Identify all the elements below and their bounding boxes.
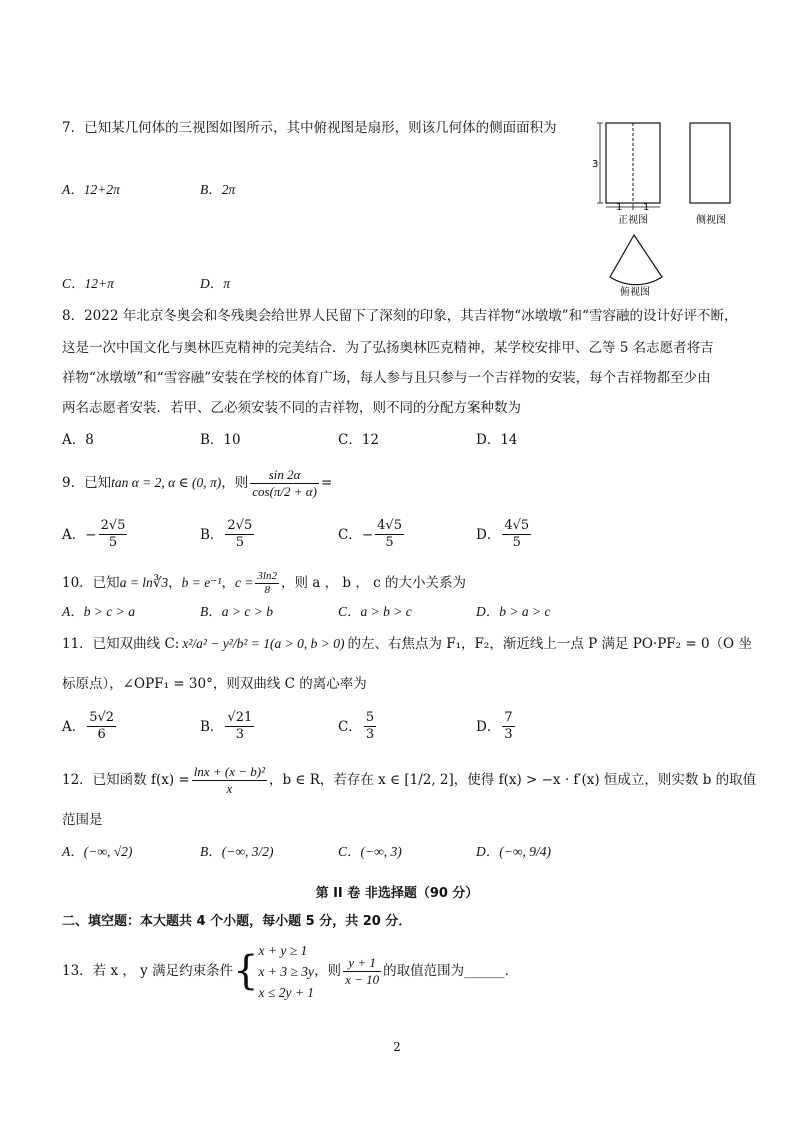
q11-option-d-label: D．	[476, 718, 501, 735]
q9-numerator: sin 2α	[250, 467, 319, 484]
q12-line-1	[62, 758, 756, 802]
q11-option-a-num: 5√2	[89, 710, 115, 725]
q10-suffix: ，则 a ， b ， c 的大小关系为	[280, 575, 466, 591]
q9-option-b	[200, 518, 256, 551]
q8-option-b: B．10	[200, 432, 241, 448]
q13-fraction	[343, 955, 381, 988]
q13-then: ，则	[314, 963, 342, 979]
q10-prefix: 10．已知	[62, 575, 120, 591]
q11-line-2: 标原点），∠OPF₁ = 30°，则双曲线 C 的离心率为	[62, 676, 367, 692]
q10-c-den: 8	[264, 583, 270, 596]
q9-option-a-den: 5	[108, 535, 118, 550]
q7-option-b: B．2π	[200, 182, 236, 197]
q11-option-c-num: 5	[365, 710, 375, 725]
q12-denominator: x	[226, 780, 233, 796]
q9-denominator: cos(π/2 + α)	[252, 483, 317, 499]
q8-option-a: A．8	[62, 432, 94, 448]
q9-option-b-label: B．	[200, 526, 224, 543]
q10-a-def: a = ln∛3	[119, 575, 169, 590]
q11-option-c-label: C．	[338, 718, 362, 735]
q8-line-1: 8．2022 年北京冬奥会和冬残奥会给世界人民留下了深刻的印象，其吉祥物“冰墩墩”和“雪容融的设计好评不断，	[62, 308, 738, 324]
q9-option-d-den: 5	[512, 535, 521, 550]
q9-equals: =	[320, 475, 333, 491]
q9-option-d-label: D．	[476, 526, 501, 543]
q9-prefix: 9．已知	[62, 475, 112, 491]
q7-option-c: C．12+π	[62, 276, 114, 291]
q11-line-1-post: 的左、右焦点为 F₁，F₂，渐近线上一点 P 满足 PO·PF₂ = 0（O 坐	[347, 636, 752, 652]
q10-option-b: B．a > c > b	[200, 604, 273, 619]
q13-constraints	[259, 940, 315, 1003]
q9-option-a-num: 2√5	[100, 518, 126, 533]
q12-prefix: 12．已知函数 f(x) =	[62, 772, 190, 788]
side-view-rect	[690, 123, 730, 203]
q10-option-d: D．b > a > c	[476, 604, 551, 619]
part-2-title: 第 II 卷 非选择题（90 分）	[315, 886, 479, 901]
q10-option-a: A．b > c > a	[62, 604, 135, 619]
q12-numerator: lnx + (x − b)²	[193, 763, 265, 779]
q9-option-a-sign: −	[85, 526, 97, 543]
q12-line-2: 范围是	[62, 812, 103, 828]
q10-stem: 10．已知 a = ln∛3 ， b = e⁻¹ ， c = $\frac{3\ln 2}{8}$ ，则 a ， b ， c 的大小关系为	[62, 569, 466, 596]
dim-label-1: 1	[616, 202, 623, 213]
q7-option-d: D．π	[200, 276, 231, 291]
q13-constraint-2: x + 3 ≥ 3y	[258, 963, 315, 979]
q13-constraint-1: x + y ≥ 1	[258, 942, 308, 958]
q12-option-a: A．(−∞, √2)	[62, 844, 133, 859]
q9-fraction	[250, 467, 319, 500]
q13-numerator: y + 1	[343, 955, 381, 972]
q9-stem	[62, 460, 332, 506]
q7-option-a: A．12+2π	[62, 182, 120, 197]
q11-option-a	[62, 710, 118, 743]
q8-option-c: C．12	[338, 432, 380, 448]
q12-option-b: B．(−∞, 3/2)	[200, 844, 274, 859]
q13-denominator: x − 10	[345, 971, 380, 987]
q13-constraint-3: x ≤ 2y + 1	[258, 984, 315, 1000]
q11-option-b	[200, 710, 256, 743]
q13-stem	[62, 938, 518, 1004]
page-number: 2	[393, 1040, 401, 1054]
q9-option-c-den: 5	[385, 535, 394, 550]
q9-condition: tan α = 2, α ∈ (0, π)	[111, 475, 222, 490]
q12-mid: ，b ∈ R，若存在 x ∈ [1/2, 2]，使得 f(x) > −x · f′(x) 恒成立，则实数 b 的取值	[268, 772, 757, 788]
q11-prefix: 11．已知双曲线 C:	[62, 636, 180, 652]
q11-option-b-num: √21	[227, 710, 253, 725]
q10-c-pre: c =	[234, 575, 254, 590]
q11-option-c-den: 3	[365, 727, 375, 742]
q12-option-d: D．(−∞, 9/4)	[476, 844, 551, 859]
q11-option-b-label: B．	[200, 718, 224, 735]
q10-c-num: 3ln2	[257, 569, 277, 582]
q9-option-c-sign: −	[361, 526, 374, 543]
q11-option-b-den: 3	[235, 727, 244, 742]
q9-option-b-den: 5	[235, 535, 244, 550]
q11-option-a-den: 6	[97, 727, 106, 742]
side-view-label: 侧视图	[696, 215, 726, 226]
q11-option-d-den: 3	[504, 727, 513, 742]
section-2-heading: 二、填空题：本大题共 4 个小题，每小题 5 分，共 20 分．	[62, 914, 412, 929]
q9-option-d-num: 4√5	[504, 518, 530, 533]
q11-option-d-num: 7	[504, 710, 513, 725]
q11-option-d	[476, 710, 517, 743]
top-view-label: 俯视图	[620, 287, 650, 298]
q7-stem: 7．已知某几何体的三视图如图所示，其中俯视图是扇形，则该几何体的侧面面积为	[62, 120, 557, 136]
q11-option-c	[338, 710, 378, 743]
q11-option-a-label: A．	[62, 718, 86, 735]
dim-label-2: 1	[643, 202, 650, 213]
q8-line-2: 这是一次中国文化与奥林匹克精神的完美结合．为了弘扬奥林匹克精神，某学校安排甲、乙等 5 名志愿者将吉	[62, 340, 714, 356]
q12-option-c: C．(−∞, 3)	[338, 844, 402, 859]
three-view-figure	[592, 115, 772, 305]
q10-c-fraction	[255, 570, 279, 597]
q8-option-d: D．14	[476, 432, 518, 448]
q11-line-1	[62, 634, 752, 654]
q9-option-b-num: 2√5	[227, 518, 253, 533]
front-view-label: 正视图	[618, 215, 648, 226]
q9-option-a	[62, 518, 129, 551]
q8-line-4: 两名志愿者安装．若甲、乙必须安装不同的吉祥物，则不同的分配方案种数为	[62, 400, 521, 416]
height-label: 3	[592, 159, 599, 170]
q13-prefix: 13．若 x ， y 满足约束条件	[62, 963, 234, 979]
q9-option-c-num: 4√5	[377, 518, 402, 533]
q9-option-c-label: C．	[338, 526, 362, 543]
q9-then: ，则	[221, 475, 249, 491]
q9-option-c	[338, 518, 406, 551]
q8-line-3: 祥物“冰墩墩”和“雪容融”安装在学校的体育广场，每人参与且只参与一个吉祥物的安装，每个吉祥物都至少由	[62, 370, 711, 386]
q13-brace: {	[233, 948, 259, 994]
q13-post: 的取值范围为______．	[383, 963, 519, 979]
q11-hyperbola-eq: x²/a² − y²/b² = 1(a > 0, b > 0)	[182, 636, 345, 651]
q10-b-def: b = e⁻¹	[181, 575, 222, 590]
top-view-sector	[610, 235, 662, 285]
q10-option-c: C．a > b > c	[338, 604, 412, 619]
q9-option-a-label: A．	[62, 526, 86, 543]
q9-option-d	[476, 518, 533, 551]
q12-fraction	[192, 764, 267, 797]
